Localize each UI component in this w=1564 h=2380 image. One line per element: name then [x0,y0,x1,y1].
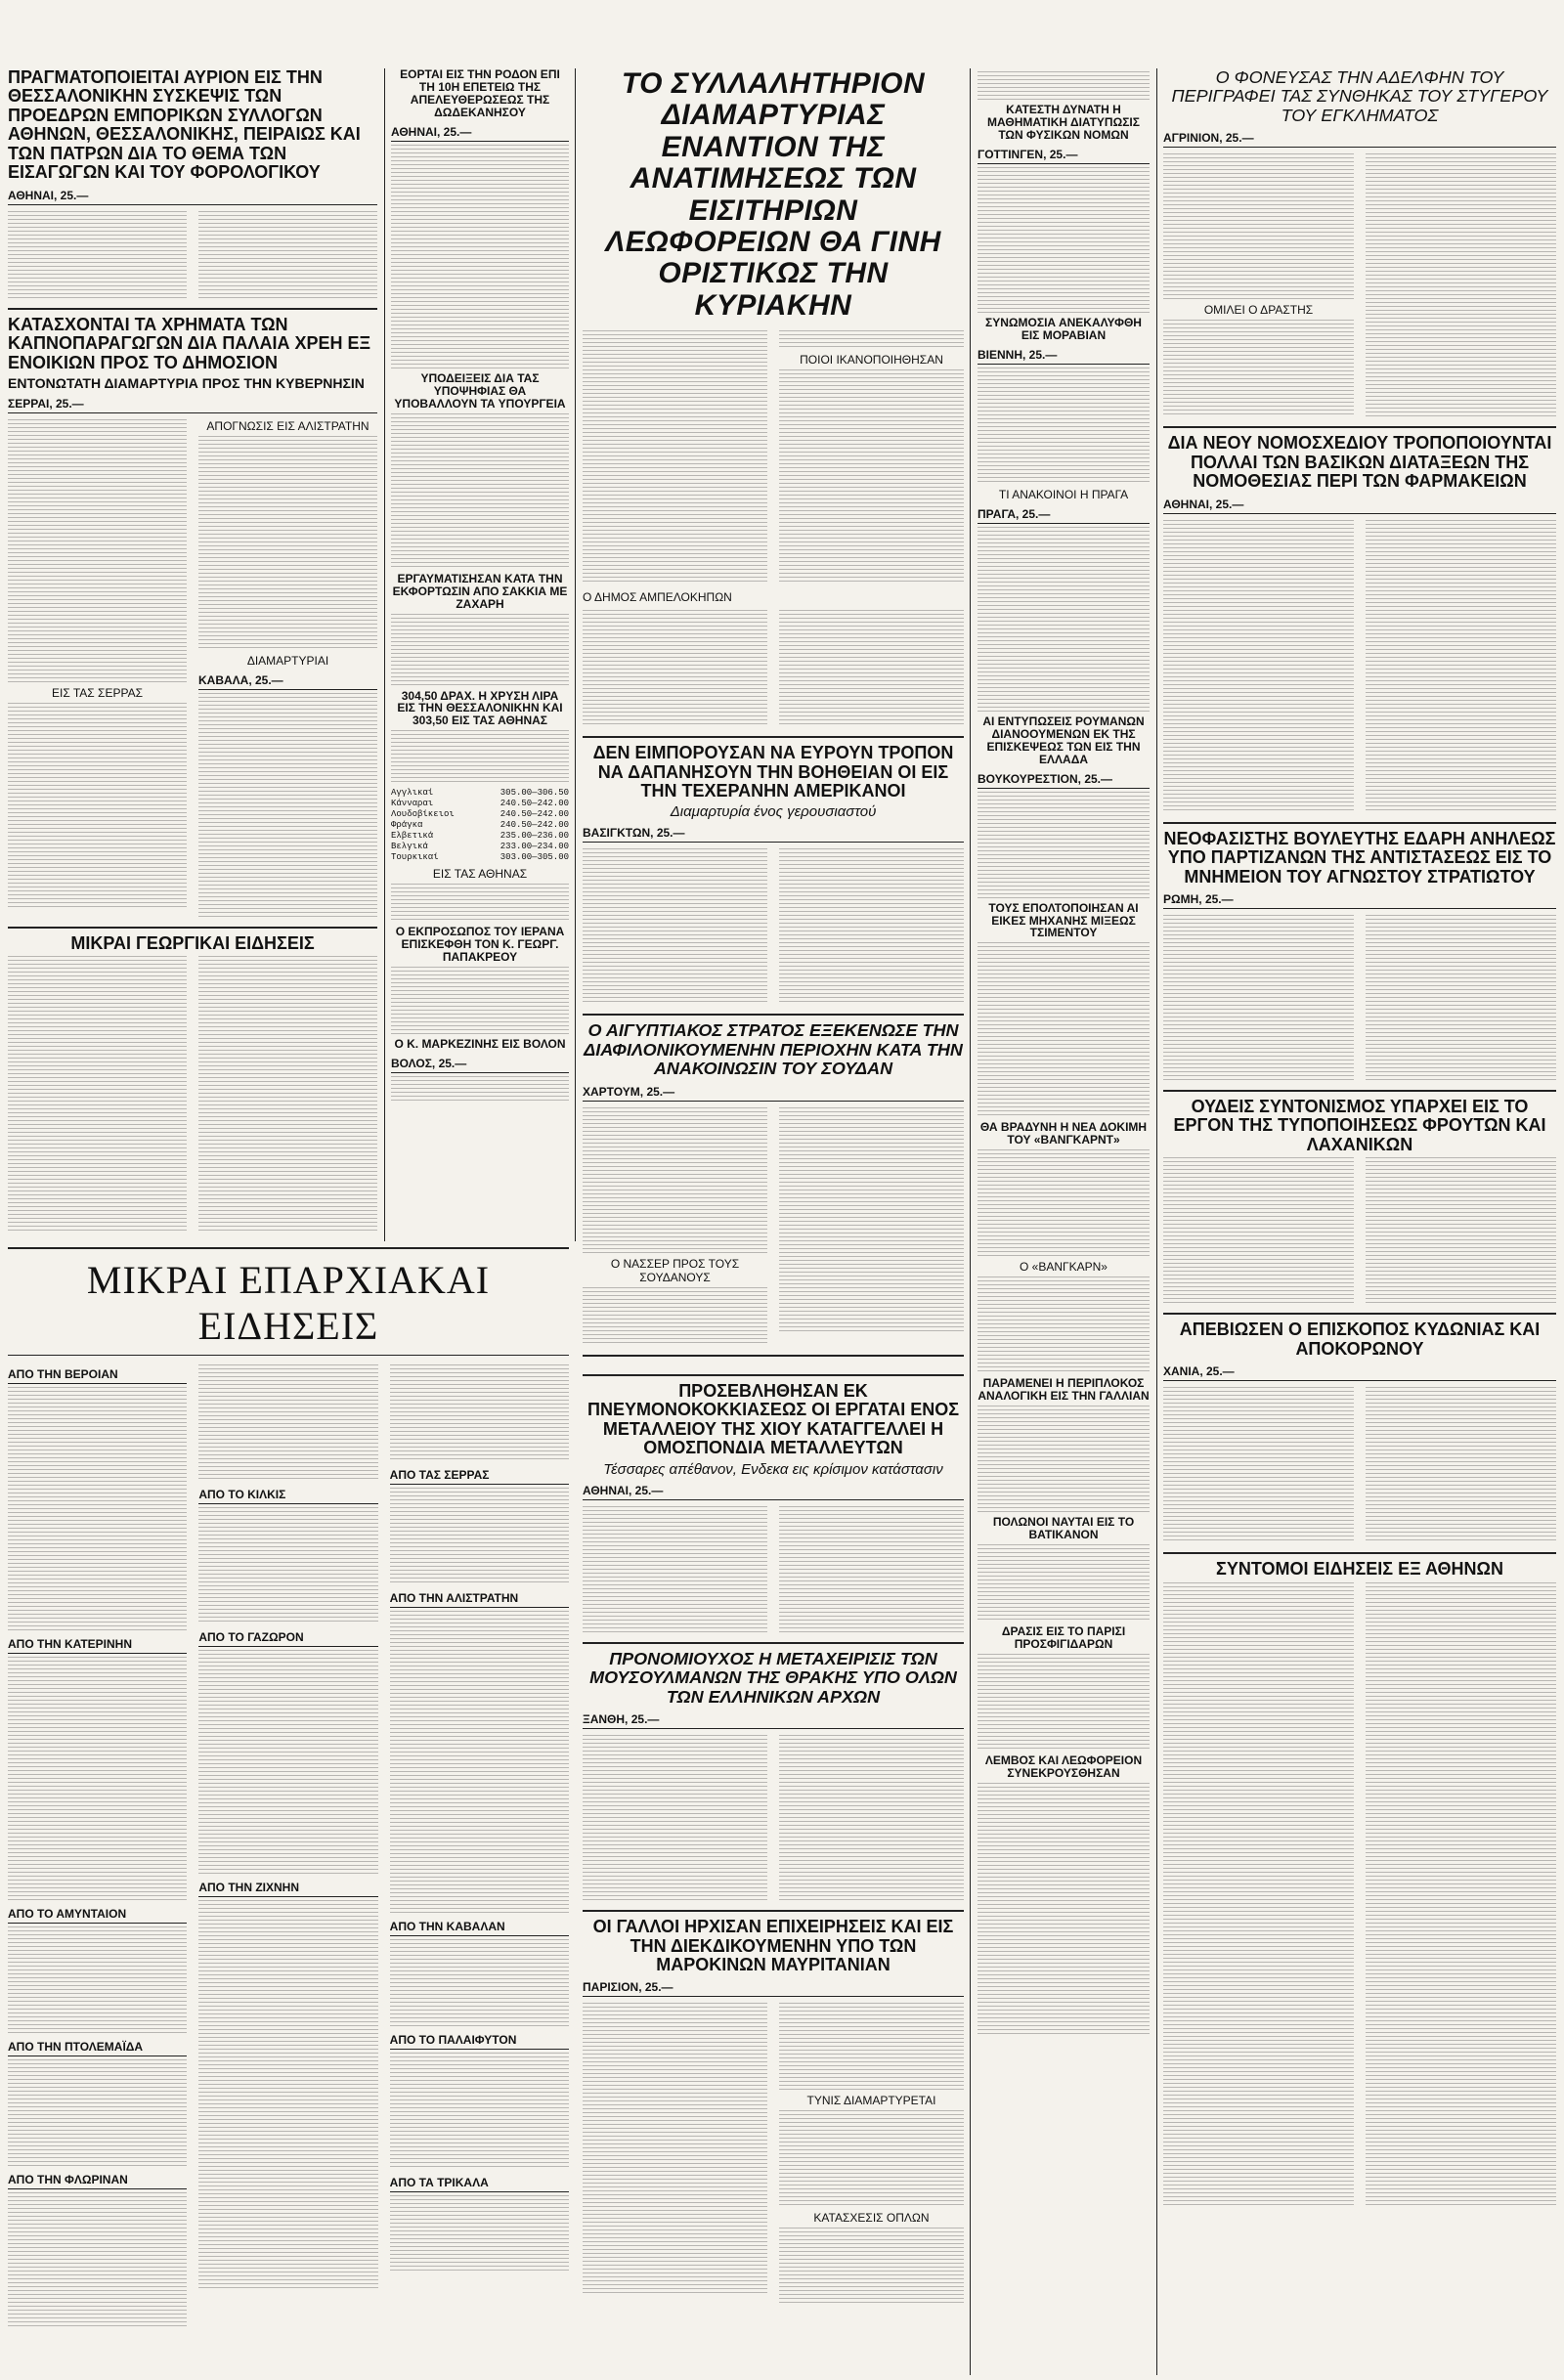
body-text-block [8,2059,187,2167]
headline-vanguard: ΘΑ ΒΡΑΔΥΝΗ Η ΝΕΑ ΔΟΚΙΜΗ ΤΟΥ «ΒΑΝΓΚΑΡΝΤ» [979,1120,1148,1147]
body-text-block [978,71,1150,101]
subhead-alistrati: ΑΠΟΓΝΩΣΙΣ ΕΙΣ ΑΛΙΣΤΡΑΤΗΝ [206,419,369,434]
text-columns [1163,1384,1556,1546]
headline-ministries: ΥΠΟΔΕΙΞΕΙΣ ΔΙΑ ΤΑΣ ΥΠΟΨΗΦΙΑΣ ΘΑ ΥΠΟΒΑΛΛΟΥΝ ΤΑ ΥΠΟΥΡΓΕΙΑ [394,370,566,411]
body-text-block [198,693,377,918]
body-text-block [779,610,964,727]
column-rule [575,68,576,1241]
dateline: ΒΟΥΚΟΥΡΕΣΤΙΟΝ, 25.— [978,772,1150,789]
subhead-satisfied: ΠΟΙΟΙ ΙΚΑΝΟΠΟΙΗΘΗΣΑΝ [800,353,943,368]
divider [8,927,377,929]
dateline: ΧΑΡΤΟΥΜ, 25.— [583,1085,964,1102]
headline-moravia: ΣΥΝΩΜΟΣΙΑ ΑΝΕΚΑΛΥΦΘΗ ΕΙΣ ΜΟΡΑΒΙΑΝ [985,315,1142,342]
body-text-block [390,2195,569,2273]
body-text-block [1366,153,1556,417]
headline-math-physics: ΚΑΤΕΣΤΗ ΔΥΝΑΤΗ Η ΜΑΘΗΜΑΤΙΚΗ ΔΙΑΤΥΠΩΣΙΣ ΤΩΝ ΦΥΣΙΚΩΝ ΝΟΜΩΝ [987,103,1140,142]
text-columns [1163,1154,1556,1307]
body-text-block [1163,520,1354,813]
body-text-block [583,1287,767,1346]
headline-rhodes: ΕΟΡΤΑΙ ΕΙΣ ΤΗΝ ΡΟΔΟΝ ΕΠΙ ΤΗ 10Η ΕΠΕΤΕΙΩ ΤΗΣ ΑΠΕΛΕΥΘΕΡΩΣΕΩΣ ΤΗΣ ΔΩΔΕΚΑΝΗΣΟΥ [400,68,560,119]
body-text-block [1163,915,1354,1081]
headline-boat-bus: ΛΕΜΒΟΣ ΚΑΙ ΛΕΩΦΟΡΕΙΟΝ ΣΥΝΕΚΡΟΥΣΘΗΣΑΝ [984,1753,1143,1781]
subhead-tunis: ΤΥΝΙΣ ΔΙΑΜΑΡΤΥΡΕΤΑΙ [806,2094,936,2108]
body-text-block [390,2053,569,2170]
divider [8,308,377,310]
headline-agricultural-news: ΜΙΚΡΑΙ ΓΕΩΡΓΙΚΑΙ ΕΙΔΗΣΕΙΣ [70,933,315,954]
place-serres: ΑΠΟ ΤΑΣ ΣΕΡΡΑΣ [390,1468,569,1485]
body-text-block [978,1654,1150,1752]
main-headline: ΤΟ ΣΥΛΛΑΛΗΤΗΡΙΟΝ ΔΙΑΜΑΡΤΥΡΙΑΣ ΕΝΑΝΤΙΟΝ ΤΗΣ ΑΝΑΤΙΜΗΣΕΩΣ ΤΩΝ ΕΙΣΙΤΗΡΙΩΝ ΛΕΩΦΟΡΕΙΩΝ ΘΑ ΓΙΝΗ ΟΡΙΣΤΙΚΩΣ ΤΗΝ ΚΥΡΙΑΚΗΝ [605,68,941,322]
body-text-block [1163,1157,1354,1304]
headline-egypt-sudan: Ο ΑΙΓΥΠΤΙΑΚΟΣ ΣΤΡΑΤΟΣ ΕΞΕΚΕΝΩΣΕ ΤΗΝ ΔΙΑΦΙΛΟΝΙΚΟΥΜΕΝΗΝ ΠΕΡΙΟΧΗΝ ΚΑΤΑ ΤΗΝ ΑΝΑΚΟΙΝΩΣΙΝ ΤΟΥ ΣΟΥΔΑΝ [584,1020,963,1079]
headline-neofascist: ΝΕΟΦΑΣΙΣΤΗΣ ΒΟΥΛΕΥΤΗΣ ΕΔΑΡΗ ΑΝΗΛΕΩΣ ΥΠΟ ΠΑΡΤΙΖΑΝΩΝ ΤΗΣ ΑΝΤΙΣΤΑΣΕΩΣ ΕΙΣ ΤΟ ΜΝΗΜΕΙΟΝ ΤΟΥ ΑΓΝΩΣΤΟΥ ΣΤΡΑΤΙΩΤΟΥ [1163,828,1556,887]
dateline: ΠΡΑΓΑ, 25.— [978,507,1150,524]
rate-row: Αγγλικαί 305.00—306.50 [391,788,569,799]
divider [8,1355,569,1356]
body-text-block [198,1364,377,1482]
headline-paris: ΔΡΑΣΙΣ ΕΙΣ ΤΟ ΠΑΡΙΣΙ ΠΡΟΣΦΙΓΙΔΑΡΩΝ [1001,1624,1126,1652]
body-text-block [978,1406,1150,1513]
column-2 [391,68,569,1232]
body-text-block [1366,1582,1556,2208]
rate-row: Ελβετικά 235.00—236.00 [391,831,569,842]
body-text-block [583,1107,767,1254]
headline-fruit-vegetables: ΟΥΔΕΙΣ ΣΥΝΤΟΝΙΣΜΟΣ ΥΠΑΡΧΕΙ ΕΙΣ ΤΟ ΕΡΓΟΝ ΤΗΣ ΤΥΠΟΠΟΙΗΣΕΩΣ ΦΡΟΥΤΩΝ ΚΑΙ ΛΑΧΑΝΙΚΩΝ [1173,1096,1546,1154]
body-text-block [390,1939,569,2027]
dateline: ΑΘΗΝΑΙ, 25.— [1163,498,1556,514]
rate-row: Φράγκα 240.50—242.00 [391,820,569,831]
body-text-block [583,2003,767,2296]
body-text-block [390,1364,569,1462]
divider [583,1014,964,1016]
headline-irana: Ο ΕΚΠΡΟΣΩΠΟΣ ΤΟΥ ΙΕΡΑΝΑ ΕΠΙΣΚΕΦΘΗ ΤΟΝ Κ. ΓΕΩΡΓ. ΠΑΠΑΚΡΕΟΥ [395,925,565,965]
headline-brief-news: ΣΥΝΤΟΜΟΙ ΕΙΔΗΣΕΙΣ ΕΞ ΑΘΗΝΩΝ [1216,1559,1503,1579]
divider [583,1910,964,1912]
body-text-block [391,730,569,784]
body-text-block [583,1506,767,1633]
body-text-block [779,1107,964,1332]
headline-thrace-muslims: ΠΡΟΝΟΜΙΟΥΧΟΣ Η ΜΕΤΑΧΕΙΡΙΣΙΣ ΤΩΝ ΜΟΥΣΟΥΛΜΑΝΩΝ ΤΗΣ ΘΡΑΚΗΣ ΥΠΟ ΟΛΩΝ ΤΩΝ ΕΛΛΗΝΙΚΩΝ ΑΡΧΩΝ [589,1648,957,1707]
place-florina: ΑΠΟ ΤΗΝ ΦΛΩΡΙΝΑΝ [8,2173,187,2189]
body-text-block [391,1076,569,1101]
rate-row: Βελγικά 233.00—234.00 [391,842,569,852]
headline-tobacco-money: ΚΑΤΑΣΧΟΝΤΑΙ ΤΑ ΧΡΗΜΑΤΑ ΤΩΝ ΚΑΠΝΟΠΑΡΑΓΩΓΩΝ ΔΙΑ ΠΑΛΑΙΑ ΧΡΕΗ ΕΞ ΕΝΟΙΚΙΩΝ ΠΡΟΣ ΤΟ ΔΗΜΟΣΙΟΝ [8,314,371,372]
rate-row: Λουδοβίκειοι 240.50—242.00 [391,809,569,820]
body-text-block [391,967,569,1035]
place-zichni: ΑΠΟ ΤΗΝ ΖΙΧΝΗΝ [198,1881,377,1897]
body-text-block [8,419,187,683]
body-text-block [779,2003,964,2091]
column-3 [583,68,964,1359]
divider [1163,822,1556,824]
body-text-block [583,1735,767,1901]
body-text-block [8,1387,187,1631]
headline-cement-mixer: ΤΟΥΣ ΕΠΟΛΤΟΠΟΙΗΣΑΝ ΑΙ ΕΙΚΕΣ ΜΗΧΑΝΗΣ ΜΙΞΕΩΣ ΤΣΙΜΕΝΤΟΥ [988,900,1139,940]
body-text-block [198,1507,377,1624]
body-text-block [1366,1157,1556,1304]
body-text-block [779,1735,964,1901]
place-palaifyton: ΑΠΟ ΤΟ ΠΑΛΑΙΦΥΤΟΝ [390,2033,569,2050]
body-text-block [198,1650,377,1875]
headline-tehran-aid: ΔΕΝ ΕΙΜΠΟΡΟΥΣΑΝ ΝΑ ΕΥΡΟΥΝ ΤΡΟΠΟΝ ΝΑ ΔΑΠΑΝΗΣΟΥΝ ΤΗΝ ΒΟΗΘΕΙΑΝ ΟΙ ΕΙΣ ΤΗΝ ΤΕΧΕΡΑΝΗΝ ΑΜΕΡΙΚΑΝΟΙ [592,743,954,801]
subhead-arms-seizure: ΚΑΤΑΣΧΕΣΙΣ ΟΠΛΩΝ [813,2211,930,2226]
body-text-block [391,884,569,923]
body-text-block [8,956,187,1232]
place-gazoros: ΑΠΟ ΤΟ ΓΑΖΩΡΟΝ [198,1630,377,1647]
body-text-block [779,330,964,350]
dateline: ΞΑΝΘΗ, 25.— [583,1712,964,1729]
body-text-block [978,527,1150,713]
headline-bishop-kydonia: ΑΠΕΒΙΩΣΕΝ Ο ΕΠΙΣΚΟΠΟΣ ΚΥΔΩΝΙΑΣ ΚΑΙ ΑΠΟΚΟΡΩΝΟΥ [1179,1320,1541,1359]
text-columns [583,2000,964,2309]
lower-middle-stories [583,1368,964,2375]
subhead-chios: Τέσσαρες απέθανον, Ενδεκα εις κρίσιμον κατάστασιν [603,1460,943,1478]
body-text-block [198,436,377,651]
place-ptolemaida: ΑΠΟ ΤΗΝ ΠΤΟΛΕΜΑΪΔΑ [8,2040,187,2056]
text-columns [8,953,377,1232]
body-text-block [978,1277,1150,1374]
dateline: ΒΟΛΟΣ, 25.— [391,1057,569,1073]
divider [1163,426,1556,428]
body-text-block [8,1926,187,2034]
text-columns [8,1362,569,2332]
subhead-ampelokipoi: Ο ΔΗΜΟΣ ΑΜΠΕΛΟΚΗΠΩΝ [583,590,732,605]
dateline: ΑΘΗΝΑΙ, 25.— [8,189,377,205]
body-text-block [1366,1387,1556,1543]
place-kavala: ΑΠΟ ΤΗΝ ΚΑΒΑΛΑΝ [390,1920,569,1936]
body-text-block [8,1657,187,1901]
subhead-vanguard: Ο «ΒΑΝΓΚΑΡΝ» [1020,1260,1108,1275]
headline-polish-sailors: ΠΟΛΩΝΟΙ ΝΑΥΤΑΙ ΕΙΣ ΤΟ ΒΑΤΙΚΑΝΟΝ [992,1515,1135,1542]
column-rule [1156,68,1157,2375]
divider [583,1374,964,1376]
dateline: ΒΑΣΙΓΚΤΩΝ, 25.— [583,826,964,843]
body-text-block [1163,320,1354,417]
text-columns [583,327,964,587]
body-text-block [583,610,767,727]
body-text-block [1163,1387,1354,1543]
divider [1163,1313,1556,1315]
body-text-block [198,211,377,299]
body-text-block [583,330,767,584]
column-4 [978,68,1150,2375]
dateline: ΑΓΡΙΝΙΟΝ, 25.— [1163,131,1556,148]
dateline: ΑΘΗΝΑΙ, 25.— [583,1484,964,1500]
section-title-provincial: ΜΙΚΡΑΙ ΕΠΑΡΧΙΑΚΑΙ ΕΙΔΗΣΕΙΣ [86,1258,491,1348]
column-1 [8,68,377,1232]
dateline: ΚΑΒΑΛΑ, 25.— [198,673,377,690]
subheadline-protest: ΕΝΤΟΝΩΤΑΤΗ ΔΙΑΜΑΡΤΥΡΙΑ ΠΡΟΣ ΤΗΝ ΚΥΒΕΡΝΗΣΙΝ [8,374,365,391]
column-rule [970,68,971,2375]
body-text-block [779,2228,964,2306]
dateline: ΠΑΡΙΣΙΟΝ, 25.— [583,1980,964,1997]
headline-pharmacy-law: ΔΙΑ ΝΕΟΥ ΝΟΜΟΣΧΕΔΙΟΥ ΤΡΟΠΟΠΟΙΟΥΝΤΑΙ ΠΟΛΛΑΙ ΤΩΝ ΒΑΣΙΚΩΝ ΔΙΑΤΑΞΕΩΝ ΤΗΣ ΝΟΜΟΘΕΣΙΑΣ ΠΕΡΙ ΤΩΝ ΦΑΡΜΑΚΕΙΩΝ [1167,433,1552,492]
dateline: ΑΘΗΝΑΙ, 25.— [391,125,569,142]
body-text-block [779,848,964,1005]
body-text-block [978,1783,1150,2037]
body-text-block [1366,520,1556,813]
place-kilkis: ΑΠΟ ΤΟ ΚΙΛΚΙΣ [198,1488,377,1504]
headline-france-electoral: ΠΑΡΑΜΕΝΕΙ Η ΠΕΡΙΠΛΟΚΟΣ ΑΝΑΛΟΓΙΚΗ ΕΙΣ ΤΗΝ ΓΑΛΛΙΑΝ [978,1376,1150,1404]
dateline: ΡΩΜΗ, 25.— [1163,892,1556,909]
text-columns [1163,151,1556,420]
body-text-block [198,1900,377,2291]
headline-mauritania: ΟΙ ΓΑΛΛΟΙ ΗΡΧΙΣΑΝ ΕΠΙΧΕΙΡΗΣΕΙΣ ΚΑΙ ΕΙΣ ΤΗΝ ΔΙΕΚΔΙΚΟΥΜΕΝΗΝ ΥΠΟ ΤΩΝ ΜΑΡΟΚΙΝΩΝ ΜΑΥΡΙΤΑΝΙΑΝ [592,1917,954,1974]
column-rule [384,68,385,1241]
text-columns [583,1503,964,1636]
subhead-serres: ΕΙΣ ΤΑΣ ΣΕΡΡΑΣ [51,686,144,701]
body-text-block [978,167,1150,314]
text-columns [1163,912,1556,1084]
body-text-block [391,413,569,570]
divider [1163,1552,1556,1554]
body-text-block [779,1506,964,1633]
body-text-block [8,703,187,908]
body-text-block [779,369,964,584]
subhead-prague: ΤΙ ΑΝΑΚΟΙΝΟΙ Η ΠΡΑΓΑ [998,487,1129,501]
body-text-block [1163,1582,1354,2208]
subhead-protests: ΔΙΑΜΑΡΤΥΡΙΑΙ [246,654,329,669]
headline-romanians: ΑΙ ΕΝΤΥΠΩΣΕΙΣ ΡΟΥΜΑΝΩΝ ΔΙΑΝΟΟΥΜΕΝΩΝ ΕΚ ΤΗΣ ΕΠΙΣΚΕΨΕΩΣ ΤΩΝ ΕΙΣ ΤΗΝ ΕΛΛΑΔΑ [982,714,1145,766]
text-columns [583,845,964,1008]
divider [1163,1090,1556,1092]
dateline: ΒΙΕΝΝΗ, 25.— [978,348,1150,365]
divider [583,736,964,738]
place-katerini: ΑΠΟ ΤΗΝ ΚΑΤΕΡΙΝΗΝ [8,1637,187,1654]
text-columns [8,416,377,921]
body-text-block [978,792,1150,899]
body-text-block [978,942,1150,1118]
provincial-news [8,1241,569,2375]
headline-markezinis: Ο Κ. ΜΑΡΚΕΖΙΝΗΣ ΕΙΣ ΒΟΛΟΝ [394,1037,566,1052]
subhead-athens: ΕΙΣ ΤΑΣ ΑΘΗΝΑΣ [432,867,528,882]
dateline: ΣΕΡΡΑΙ, 25.— [8,397,377,413]
text-columns [8,208,377,302]
rate-row: Τουρκικαί 303.00—305.00 [391,852,569,863]
column-5 [1163,68,1556,2375]
place-trikala: ΑΠΟ ΤΑ ΤΡΙΚΑΛΑ [390,2176,569,2192]
body-text-block [390,1488,569,1585]
body-text-block [8,2192,187,2329]
body-text-block [978,368,1150,485]
body-text-block [1366,915,1556,1081]
body-text-block [391,145,569,369]
body-text-block [198,956,377,1232]
body-text-block [8,211,187,299]
dateline: ΧΑΝΙΑ, 25.— [1163,1364,1556,1381]
subhead-nasser: Ο ΝΑΣΣΕΡ ΠΡΟΣ ΤΟΥΣ ΣΟΥΔΑΝΟΥΣ [610,1256,740,1284]
subhead-senator: Διαμαρτυρία ένος γερουσιαστού [670,803,877,821]
body-text-block [391,614,569,687]
rate-row: Κάνναραι 240.50—242.00 [391,799,569,809]
headline-gold-pound: 304,50 ΔΡΑΧ. Η ΧΡΥΣΗ ΛΙΡΑ ΕΙΣ ΤΗΝ ΘΕΣΣΑΛΟΝΙΚΗΝ ΚΑΙ 303,50 ΕΙΣ ΤΑΣ ΑΘΗΝΑΣ [397,688,563,728]
body-text-block [978,1149,1150,1257]
text-columns [1163,1579,1556,2211]
place-alistrati: ΑΠΟ ΤΗΝ ΑΛΙΣΤΡΑΤΗΝ [390,1591,569,1608]
text-columns [583,607,964,730]
text-columns [1163,517,1556,816]
text-columns [583,1732,964,1904]
body-text-block [390,1611,569,1914]
divider [583,1355,964,1357]
divider [8,1247,569,1249]
headline-merchants-meeting: ΠΡΑΓΜΑΤΟΠΟΙΕΙΤΑΙ ΑΥΡΙΟΝ ΕΙΣ ΤΗΝ ΘΕΣΣΑΛΟΝΙΚΗΝ ΣΥΣΚΕΨΙΣ ΤΩΝ ΠΡΟΕΔΡΩΝ ΕΜΠΟΡΙΚΩΝ ΣΥΛΛΟΓΩΝ ΑΘΗΝΩΝ, ΘΕΣΣΑΛΟΝΙΚΗΣ, ΠΕΙΡΑΙΩΣ ΚΑΙ ΤΩΝ ΠΑΤΡΩΝ ΔΙΑ ΤΟ ΘΕΜΑ ΤΩΝ ΕΙΣΑΓΩΓΩΝ ΚΑΙ ΤΟΥ ΦΟΡΟΛΟΓΙΚΟΥ [8,68,361,183]
divider [583,1642,964,1644]
headline-murderer: Ο ΦΟΝΕΥΣΑΣ ΤΗΝ ΑΔΕΛΦΗΝ ΤΟΥ ΠΕΡΙΓΡΑΦΕΙ ΤΑΣ ΣΥΝΘΗΚΑΣ ΤΟΥ ΣΤΥΓΕΡΟΥ ΤΟΥ ΕΓΚΛΗΜΑΤΟΣ [1171,68,1548,125]
body-text-block [978,1544,1150,1623]
headline-sugar-sacks: ΕΡΓΑΥΜΑΤΙΣΗΣΑΝ ΚΑΤΑ ΤΗΝ ΕΚΦΟΡΤΩΣΙΝ ΑΠΟ ΣΑΚΚΙΑ ΜΕ ΖΑΧΑΡΗ [392,571,568,611]
place-veria: ΑΠΟ ΤΗΝ ΒΕΡΟΙΑΝ [8,1367,187,1384]
dateline: ΓΟΤΤΙΝΓΕΝ, 25.— [978,148,1150,164]
headline-chios-mine: ΠΡΟΣΕΒΛΗΘΗΣΑΝ ΕΚ ΠΝΕΥΜΟΝΟΚΟΚΚΙΑΣΕΩΣ ΟΙ ΕΡΓΑΤΑΙ ΕΝΟΣ ΜΕΤΑΛΛΕΙΟΥ ΤΗΣ ΧΙΟΥ ΚΑΤΑΓΓΕΛΛΕΙ Η ΟΜΟΣΠΟΝΔΙΑ ΜΕΤΑΛΛΕΥΤΩΝ [586,1381,960,1458]
place-amyntaio: ΑΠΟ ΤΟ ΑΜΥΝΤΑΙΟΝ [8,1907,187,1924]
subhead-perpetrator: ΟΜΙΛΕΙ Ο ΔΡΑΣΤΗΣ [1203,303,1314,318]
body-text-block [1163,153,1354,300]
body-text-block [779,2110,964,2208]
gold-rates-table [391,788,569,863]
text-columns [583,1104,964,1349]
body-text-block [583,848,767,1005]
